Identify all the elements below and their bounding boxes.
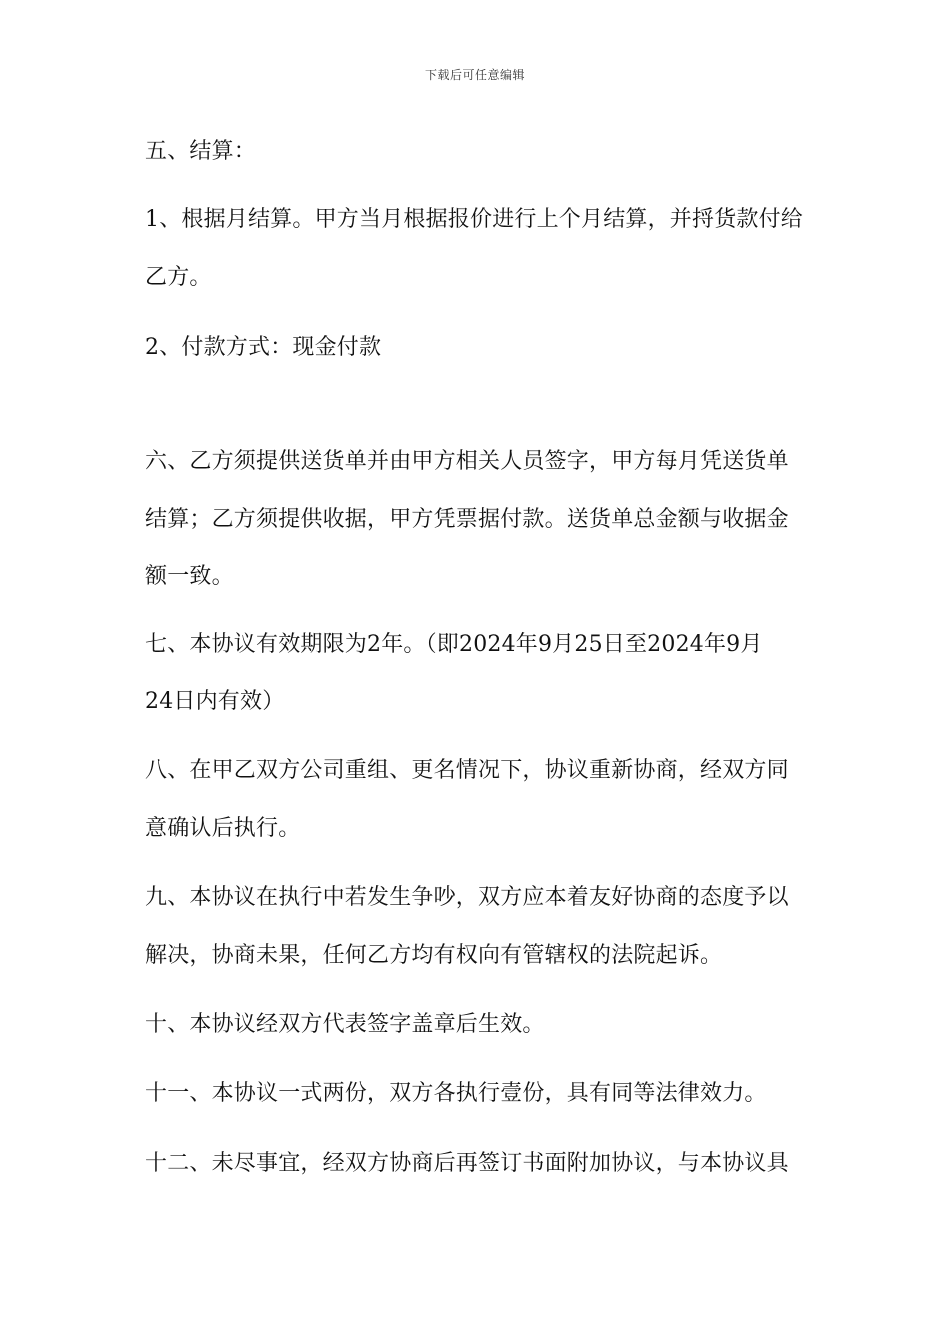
clause-5-1-line-2: 乙方。 <box>145 265 212 290</box>
section-5-heading: 五、结算： <box>145 139 257 164</box>
section-6-line-2: 结算；乙方须提供收据，甲方凭票据付款。送货单总金额与收据金 <box>145 507 789 532</box>
section-7-line-2: 24日内有效） <box>145 689 285 714</box>
section-8-line-2: 意确认后执行。 <box>145 816 301 841</box>
section-10: 十、本协议经双方代表签字盖章后生效。 <box>145 1012 545 1037</box>
clause-5-2: 2、付款方式：现金付款 <box>145 335 382 360</box>
section-8-line-1: 八、在甲乙双方公司重组、更名情况下，协议重新协商，经双方同 <box>145 758 789 783</box>
section-9-line-1: 九、本协议在执行中若发生争吵，双方应本着友好协商的态度予以 <box>145 885 789 910</box>
page-header: 下载后可任意编辑 <box>424 68 525 82</box>
clause-5-1-line-1: 1、根据月结算。甲方当月根据报价进行上个月结算，并捋货款付给 <box>145 207 803 232</box>
section-9-line-2: 解决，协商未果，任何乙方均有权向有管辖权的法院起诉。 <box>145 943 723 968</box>
section-11: 十一、本协议一式两份，双方各执行壹份，具有同等法律效力。 <box>145 1081 767 1106</box>
section-6-line-3: 额一致。 <box>145 564 234 589</box>
section-6-line-1: 六、乙方须提供送货单并由甲方相关人员签字，甲方每月凭送货单 <box>145 449 789 474</box>
section-12-line-1: 十二、未尽事宜，经双方协商后再签订书面附加协议，与本协议具 <box>145 1151 789 1176</box>
section-7-line-1: 七、本协议有效期限为2年。（即2024年9月25日至2024年9月 <box>145 632 763 657</box>
